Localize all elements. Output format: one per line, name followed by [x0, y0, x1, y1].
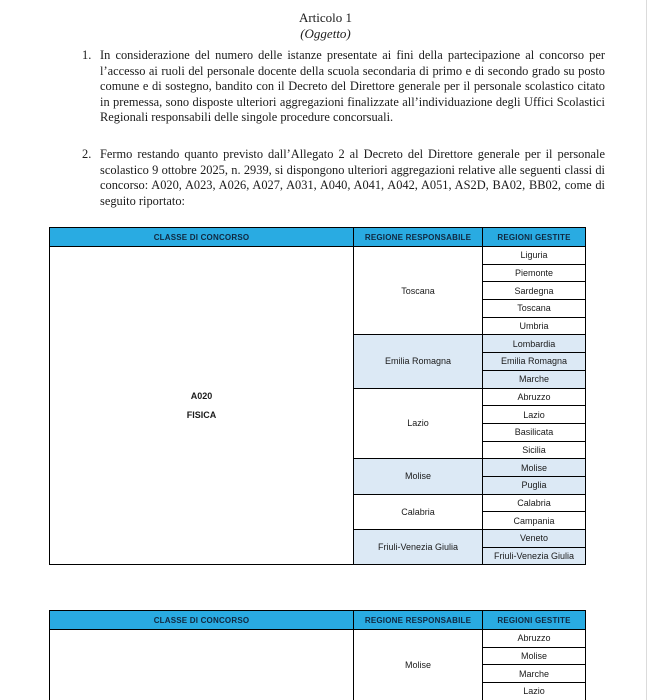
page-title: Articolo 1: [298, 10, 353, 25]
regione-gestita-cell: Marche: [483, 370, 586, 388]
paragraph-number: 2.: [82, 147, 92, 161]
regione-gestita-cell: Marche: [483, 665, 586, 683]
regione-gestita-cell: Molise: [483, 647, 586, 665]
regione-gestita-cell: Lazio: [483, 683, 586, 700]
regione-responsabile-cell: Molise: [354, 459, 483, 494]
regione-gestita-cell: Veneto: [483, 530, 586, 548]
regione-gestita-cell: Calabria: [483, 494, 586, 512]
column-header: REGIONI GESTITE: [483, 611, 586, 630]
column-header: REGIONE RESPONSABILE: [354, 228, 483, 247]
paragraph-1: [82, 48, 605, 126]
classe-di-concorso-cell: [50, 630, 354, 700]
regione-gestita-cell: Liguria: [483, 247, 586, 265]
regione-gestita-cell: Basilicata: [483, 423, 586, 441]
regione-responsabile-cell: Friuli-Venezia Giulia: [354, 530, 483, 565]
regione-gestita-cell: Campania: [483, 512, 586, 530]
regione-gestita-cell: Puglia: [483, 476, 586, 494]
regione-gestita-cell: Lazio: [483, 406, 586, 424]
regione-responsabile-cell: Lazio: [354, 388, 483, 459]
regione-gestita-cell: Emilia Romagna: [483, 353, 586, 371]
regione-responsabile-cell: Molise: [354, 630, 483, 700]
regione-responsabile-cell: Toscana: [354, 247, 483, 335]
regione-responsabile-cell: Calabria: [354, 494, 483, 529]
aggregations-table-a020: [49, 227, 586, 565]
column-header: REGIONE RESPONSABILE: [354, 611, 483, 630]
regione-gestita-cell: Piemonte: [483, 264, 586, 282]
column-header: CLASSE DI CONCORSO: [50, 228, 354, 247]
regione-gestita-cell: Sardegna: [483, 282, 586, 300]
regione-gestita-cell: Umbria: [483, 317, 586, 335]
classe-di-concorso-cell: [50, 247, 354, 565]
classe-name: FISICA: [186, 410, 217, 421]
column-header: CLASSE DI CONCORSO: [50, 611, 354, 630]
paragraph-number: 1.: [82, 48, 92, 62]
regione-gestita-cell: Lombardia: [483, 335, 586, 353]
regione-gestita-cell: Friuli-Venezia Giulia: [483, 547, 586, 565]
regione-gestita-cell: Toscana: [483, 300, 586, 318]
paragraph-text: In considerazione del numero delle istanze presentate ai fini della partecipazione al concorso per l’accesso ai ruoli del personale docente della scuola secondaria di primo e di secondo grado su posto comune e di sostegno, bandito con il Decreto del Direttore generale per il personale scolastico citato in premessa, sono disposte ulteriori aggregazioni finalizzate all’individuazione degli Uffici Scolastici Regionali responsabili delle singole procedure concorsuali.: [100, 48, 605, 125]
regione-responsabile-cell: Emilia Romagna: [354, 335, 483, 388]
paragraph-2: [82, 147, 605, 209]
regione-gestita-cell: Abruzzo: [483, 630, 586, 648]
regione-gestita-cell: Sicilia: [483, 441, 586, 459]
regione-gestita-cell: Abruzzo: [483, 388, 586, 406]
title-block: [0, 10, 651, 42]
classe-code: A020: [190, 391, 213, 402]
page-subtitle: (Oggetto): [300, 26, 351, 41]
column-header: REGIONI GESTITE: [483, 228, 586, 247]
page-edge-line: [646, 0, 647, 700]
paragraph-text: Fermo restando quanto previsto dall’Allegato 2 al Decreto del Direttore generale per il personale scolastico 9 ottobre 2025, n. 2939, si dispongono ulteriori aggregazioni relative alle seguenti classi di concorso: A020, A023, A026, A027, A031, A040, A041, A042, A051, AS2D, BA02, BB02, come di seguito riportato:: [100, 147, 605, 208]
regione-gestita-cell: Molise: [483, 459, 586, 477]
aggregations-table-next: [49, 610, 586, 700]
